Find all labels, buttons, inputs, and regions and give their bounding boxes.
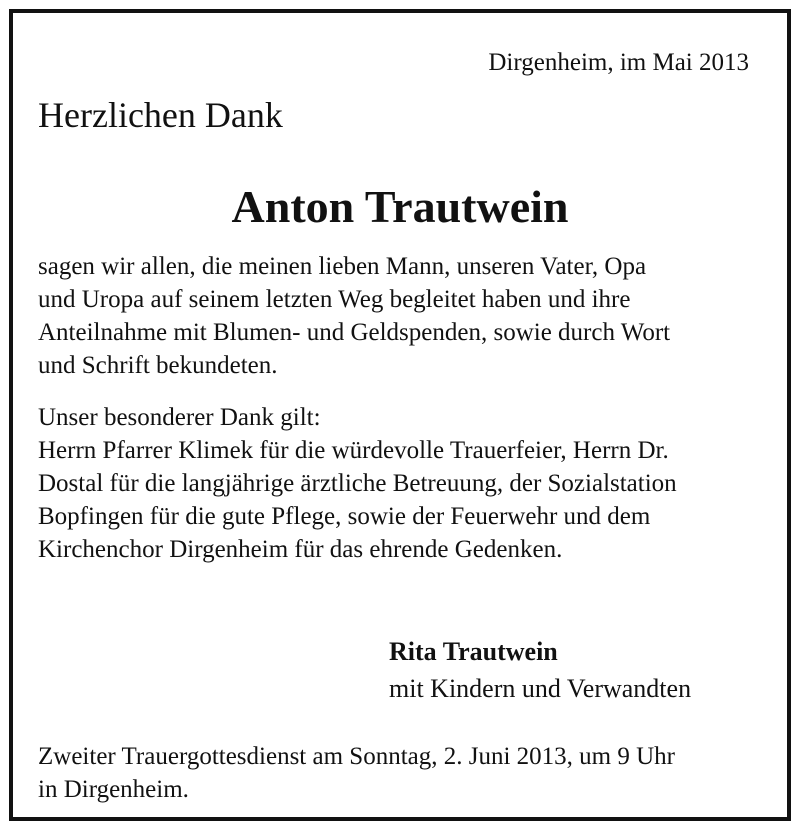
thanks-line: und Schrift bekundeten. [38,352,278,379]
signer-name: Rita Trautwein [389,637,558,666]
notice-date: Dirgenheim, im Mai 2013 [488,49,749,76]
service-note [38,740,675,806]
special-thanks-line: Herrn Pfarrer Klimek für die würdevolle Trauerfeier, Herrn Dr. [38,437,669,464]
thanks-line: und Uropa auf seinem letzten Weg begleitet haben und ihre [38,286,631,313]
thanks-line: sagen wir allen, die meinen lieben Mann, unseren Vater, Opa [38,253,647,280]
special-thanks-line: Kirchenchor Dirgenheim für das ehrende Gedenken. [38,536,563,563]
special-thanks-line: Bopfingen für die gute Pflege, sowie der Feuerwehr und dem [38,503,651,530]
deceased-name: Anton Trautwein [231,181,569,232]
thanks-paragraph [38,250,670,382]
signer-subline: mit Kindern und Verwandten [389,674,692,703]
service-line: Zweiter Trauergottesdienst am Sonntag, 2. Juni 2013, um 9 Uhr [38,743,675,770]
special-thanks-paragraph [38,401,677,566]
thanks-line: Anteilnahme mit Blumen- und Geldspenden, sowie durch Wort [38,319,671,346]
signature-block [389,633,691,707]
special-thanks-line: Dostal für die langjährige ärztliche Betreuung, der Sozialstation [38,470,677,497]
special-thanks-line: Unser besonderer Dank gilt: [38,404,321,431]
notice-heading: Herzlichen Dank [38,95,283,135]
thank-you-notice [9,9,791,821]
service-line: in Dirgenheim. [38,776,189,803]
